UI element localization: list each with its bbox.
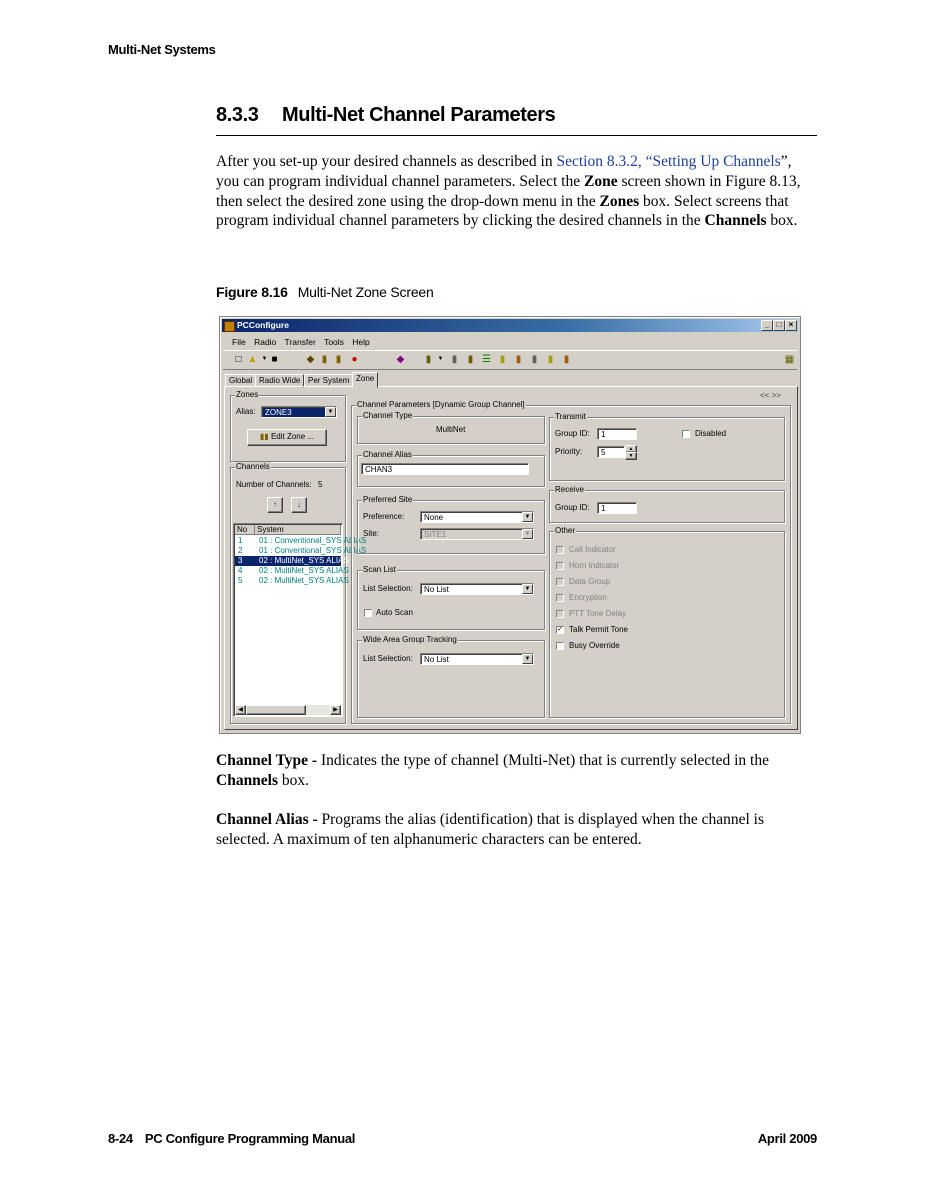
radio-icon-2[interactable]: ▮ [451, 354, 458, 365]
channel-type-desc-1: Indicates the type of channel (Multi-Net) that is currently selected in the [317, 752, 769, 769]
col-header-no[interactable]: No [235, 525, 255, 535]
channel-row-selected[interactable] [235, 556, 349, 566]
figure-caption [216, 284, 434, 300]
channels-list[interactable] [233, 523, 367, 717]
priority-input[interactable]: 5 [597, 446, 625, 458]
zones-group [230, 390, 346, 462]
channel-system: 01 : Conventional_SYS ALIAS [259, 546, 367, 555]
radio-icon-6[interactable]: ▮ [531, 354, 538, 365]
channel-row[interactable] [235, 566, 349, 576]
zone-alias-select[interactable] [261, 406, 337, 418]
priority-label: Priority: [555, 447, 583, 456]
wide-area-select[interactable] [420, 653, 534, 665]
preferred-site-group [357, 495, 545, 554]
channel-alias-label: Channel Alias [363, 450, 412, 459]
open-folder-icon[interactable]: ▲ [247, 354, 258, 365]
new-file-icon[interactable]: □ [235, 354, 242, 365]
intro-text-5: box. [766, 212, 798, 230]
menu-transfer[interactable]: Transfer [284, 337, 316, 347]
chevron-down-icon[interactable]: ▼ [522, 654, 533, 664]
radio-icon-1[interactable]: ▮ [425, 354, 432, 365]
scan-list-label: Scan List [363, 565, 396, 574]
channel-type-value: MultiNet [436, 425, 466, 434]
channel-type-desc-2: box. [278, 771, 310, 789]
intro-bold-channels: Channels [704, 212, 767, 230]
channel-alias-term: Channel Alias - [216, 811, 318, 828]
auto-scan-label: Auto Scan [376, 608, 413, 617]
window-title: PCConfigure [237, 320, 289, 330]
channel-type-group [357, 411, 545, 444]
receive-group [549, 485, 785, 523]
figure-title: Multi-Net Zone Screen [297, 284, 434, 300]
clone-radio-icon[interactable]: ▮ [335, 354, 342, 365]
channel-no: 2 [238, 546, 243, 555]
radio-icon-8[interactable]: ▮ [563, 354, 570, 365]
wide-area-group [357, 635, 545, 718]
section-heading [216, 104, 555, 127]
channel-parameters-label: Channel Parameters [Dynamic Group Channel] [357, 400, 525, 409]
horn-indicator-checkbox[interactable] [556, 562, 564, 570]
talk-permit-tone-label: Talk Permit Tone [569, 625, 628, 634]
menu-bar [232, 337, 376, 347]
encryption-checkbox[interactable] [556, 594, 564, 602]
channel-parameters-group [351, 400, 791, 724]
figure-label: Figure 8.16 [216, 284, 288, 300]
zone-alias-value: ZONE3 [265, 408, 292, 417]
scan-list-value: No List [424, 585, 449, 594]
nav-arrows[interactable]: << >> [760, 391, 781, 400]
scan-list-select[interactable] [420, 583, 534, 595]
footer-left [108, 1131, 355, 1146]
preference-select[interactable] [420, 511, 534, 523]
record-icon[interactable]: ● [351, 354, 358, 365]
data-group-label: Data Group [569, 577, 611, 586]
intro-bold-zone: Zone [584, 172, 618, 190]
channel-alias-input[interactable]: CHAN3 [361, 463, 529, 475]
channel-row[interactable] [235, 546, 367, 556]
zones-group-label: Zones [236, 390, 259, 399]
encryption-label: Encryption [569, 593, 607, 602]
channels-group [230, 462, 367, 724]
data-group-checkbox[interactable] [556, 578, 564, 586]
channel-type-label: Channel Type [363, 411, 413, 420]
running-header: Multi-Net Systems [108, 42, 216, 57]
edit-zone-label: Edit Zone ... [270, 432, 315, 441]
wide-area-label: Wide Area Group Tracking [363, 635, 457, 644]
tx-group-id-input[interactable]: 1 [597, 428, 637, 440]
write-radio-icon[interactable]: ▮ [321, 354, 328, 365]
ptt-tone-delay-label: PTT Tone Delay [569, 609, 627, 618]
channel-row[interactable] [235, 576, 349, 586]
busy-override-checkbox[interactable] [556, 642, 564, 650]
site-label: Site: [363, 529, 380, 538]
rx-group-id-label: Group ID: [555, 503, 590, 512]
rx-group-id-input[interactable]: 1 [597, 502, 637, 514]
channel-system: 02 : MultiNet_SYS ALIAS [259, 556, 349, 565]
tx-group-id-label: Group ID: [555, 429, 590, 438]
preferred-site-label: Preferred Site [363, 495, 413, 504]
save-icon[interactable]: ■ [271, 354, 278, 365]
site-select[interactable] [420, 528, 534, 540]
channel-row[interactable] [235, 536, 367, 546]
wide-area-value: No List [424, 655, 449, 664]
radio-icon-3[interactable]: ▮ [467, 354, 474, 365]
minimize-button[interactable]: _ [761, 320, 773, 331]
channel-system: 02 : MultiNet_SYS ALIAS [259, 566, 349, 575]
horizontal-scrollbar[interactable] [235, 705, 341, 715]
menu-file[interactable]: File [232, 337, 246, 347]
radio-icon-7[interactable]: ▮ [547, 354, 554, 365]
channel-system: 01 : Conventional_SYS ALIAS [259, 536, 367, 545]
alias-label: Alias: [236, 407, 256, 416]
channel-type-term: Channel Type - [216, 752, 318, 769]
footer-date: April 2009 [757, 1131, 817, 1146]
app-icon [224, 321, 235, 332]
zone-panel [224, 386, 798, 730]
channel-no: 3 [238, 556, 243, 565]
key-icon[interactable]: ◆ [396, 354, 405, 365]
channel-no: 4 [238, 566, 243, 575]
tab-per-system[interactable]: Per System [304, 374, 353, 388]
chevron-down-icon[interactable]: ▼ [522, 529, 533, 539]
tab-radio-wide[interactable]: Radio Wide [255, 374, 304, 388]
chevron-down-icon[interactable]: ▼ [325, 407, 336, 417]
menu-radio[interactable]: Radio [254, 337, 277, 347]
section-rule [216, 135, 817, 136]
preference-value: None [424, 513, 444, 522]
intro-text-1: After you set-up your desired channels as described in [216, 153, 557, 170]
spin-down-icon[interactable]: ▼ [625, 452, 637, 460]
channel-system: 02 : MultiNet_SYS ALIAS [259, 576, 349, 585]
scan-list-group [357, 565, 545, 630]
toolbar [223, 350, 797, 370]
section-link[interactable]: Section 8.3.2, “Setting Up Channels [556, 153, 781, 170]
window-titlebar [222, 319, 798, 332]
intro-text-3: screen shown in Figure 8.13, then select the desired zone using the drop-down menu in the [216, 172, 801, 210]
radio-dropdown-icon[interactable]: ▼ [437, 356, 444, 362]
call-indicator-checkbox[interactable] [556, 546, 564, 554]
intro-text-4: box. Select screens that program individual channel parameters by clicking the desired channels in the [216, 192, 789, 230]
intro-text-2: ”, you can program individual channel parameters. Select the [216, 153, 792, 190]
pcconfigure-window [219, 316, 801, 734]
manual-title: PC Configure Programming Manual [144, 1131, 356, 1146]
scroll-right-icon[interactable]: ▶ [330, 705, 341, 715]
edit-zone-button[interactable] [247, 429, 327, 446]
transmit-label: Transmit [555, 412, 586, 421]
busy-override-label: Busy Override [569, 641, 620, 650]
channel-alias-desc: Programs the alias (identification) that is displayed when the channel is selected. A maximum of ten alphanumeric characters can be entered. [216, 811, 765, 848]
radio-icon-4[interactable]: ▮ [499, 354, 506, 365]
other-label: Other [555, 526, 576, 535]
talk-permit-tone-checkbox[interactable] [556, 626, 564, 634]
ptt-tone-delay-checkbox[interactable] [556, 610, 564, 618]
list-icon[interactable]: ☰ [482, 354, 491, 365]
intro-bold-zones: Zones [599, 192, 640, 210]
chevron-down-icon[interactable]: ▼ [522, 512, 533, 522]
channel-no: 1 [238, 536, 243, 545]
col-header-system[interactable]: System [255, 525, 341, 535]
channel-type-paragraph [216, 751, 818, 791]
scan-list-selection-label: List Selection: [363, 584, 413, 593]
chevron-down-icon[interactable]: ▼ [522, 584, 533, 594]
read-radio-icon[interactable]: ◆ [306, 354, 315, 365]
channel-alias-paragraph [216, 810, 818, 850]
section-number: 8.3.3 [216, 104, 259, 126]
auto-scan-checkbox[interactable] [364, 609, 372, 617]
num-channels-value: 5 [318, 480, 323, 489]
channel-alias-group [357, 450, 545, 487]
radio-icon-5[interactable]: ▮ [515, 354, 522, 365]
dropdown-arrow-icon[interactable]: ▼ [261, 356, 268, 362]
menu-help[interactable]: Help [352, 337, 370, 347]
receive-label: Receive [555, 485, 584, 494]
maximize-button[interactable]: □ [773, 320, 785, 331]
call-indicator-label: Call Indicator [569, 545, 616, 554]
preference-label: Preference: [363, 512, 405, 521]
other-group [549, 526, 785, 718]
num-channels-label: Number of Channels: [236, 480, 312, 489]
section-title: Multi-Net Channel Parameters [282, 104, 556, 126]
exit-icon[interactable]: ▦ [784, 354, 795, 365]
move-up-icon[interactable]: ↑ [267, 497, 283, 513]
transmit-group [549, 412, 785, 481]
close-button[interactable]: × [785, 320, 797, 331]
tab-zone[interactable]: Zone [352, 372, 378, 388]
disabled-checkbox[interactable] [682, 430, 690, 438]
spin-up-icon[interactable]: ▲ [625, 445, 637, 453]
horn-indicator-label: Horn Indicator [569, 561, 620, 570]
move-down-icon[interactable]: ↓ [291, 497, 307, 513]
tab-global[interactable]: Global [225, 374, 256, 388]
edit-zone-icon: ▮▮ [259, 432, 269, 441]
wide-area-selection-label: List Selection: [363, 654, 413, 663]
disabled-label: Disabled [695, 429, 727, 438]
site-value: SITE1 [424, 530, 447, 539]
intro-paragraph [216, 152, 818, 231]
checkmark-icon: ✓ [557, 626, 563, 633]
page-number: 8-24 [108, 1131, 133, 1146]
channel-no: 5 [238, 576, 243, 585]
scroll-left-icon[interactable]: ◀ [235, 705, 246, 715]
menu-tools[interactable]: Tools [324, 337, 344, 347]
channels-group-label: Channels [236, 462, 270, 471]
scrollbar-thumb[interactable] [246, 705, 306, 715]
channel-type-term-2: Channels [216, 771, 279, 789]
